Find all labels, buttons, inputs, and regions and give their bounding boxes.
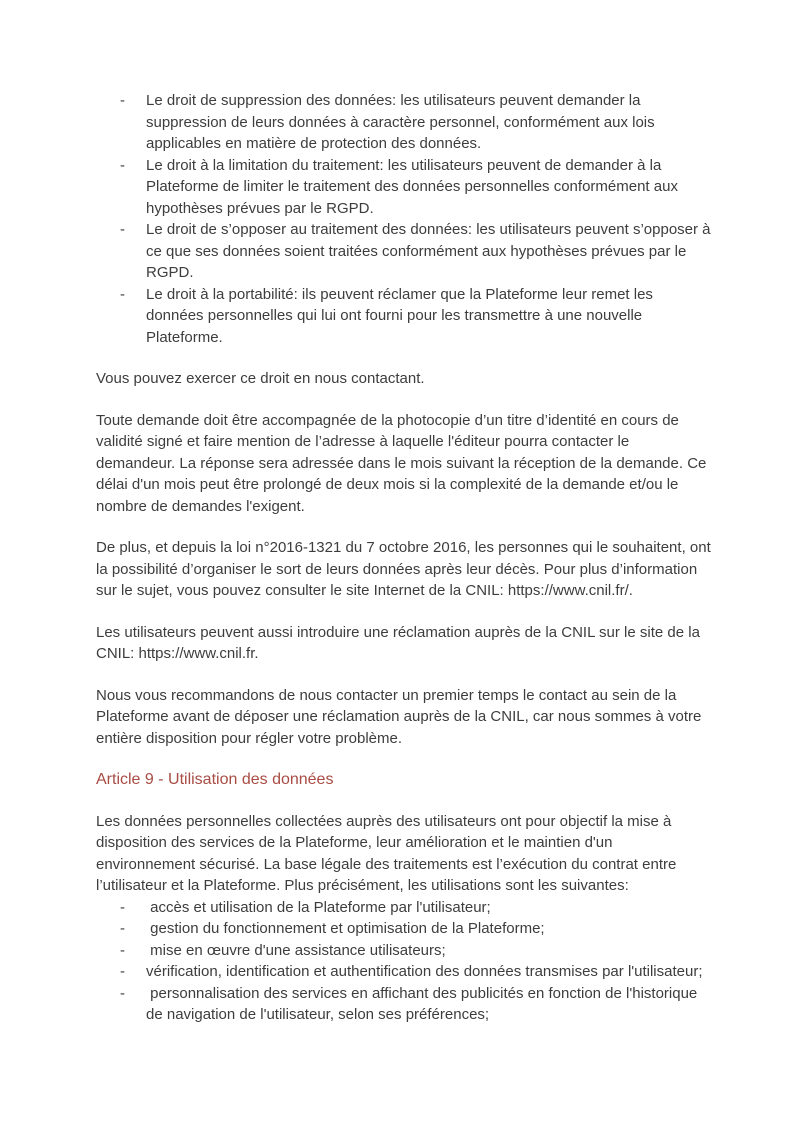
rights-list [96, 90, 715, 348]
rights-item-text: Le droit de suppression des données: les utilisateurs peuvent demander la suppression de leurs données à caractère personnel, conformément aux lois applicables en matière de protection des données. [146, 92, 659, 152]
bullet-marker: - [120, 941, 125, 959]
usage-list-item [96, 918, 712, 940]
bullet-marker: - [120, 221, 125, 238]
usage-list-item [96, 983, 712, 1026]
rights-list-item [96, 90, 712, 155]
bullet-marker: - [120, 984, 125, 1002]
rights-item-text: Le droit à la limitation du traitement: les utilisateurs peuvent de demander à la Plateforme de limiter le traitement des données personnelles conformément aux hypothèses prévues par le RGPD. [146, 156, 683, 217]
usage-item-text: vérification, identification et authentification des données transmises par l'utilisateur; [146, 963, 703, 980]
paragraph-request-procedure: Toute demande doit être accompagnée de la photocopie d’un titre d’identité en cours de validité signé et faire mention de l’adresse à laquelle l'éditeur pourra contacter le demandeur. La réponse sera adressée dans le mois suivant la réception de la demande. Ce délai d'un mois peut être prolongé de deux mois si la complexité de la demande et/ou le nombre de demandes l'exigent. [96, 411, 707, 515]
usage-item-text: mise en œuvre d'une assistance utilisateurs; [146, 941, 446, 959]
paragraph-cnil-complaint: Les utilisateurs peuvent aussi introduire une réclamation auprès de la CNIL sur le site de la CNIL: https://www.cnil.fr. [96, 623, 700, 662]
paragraph-exercise-right: Vous pouvez exercer ce droit en nous contactant. [96, 370, 425, 387]
rights-item-text: Le droit à la portabilité: ils peuvent réclamer que la Plateforme leur remet les données personnelles qui lui ont fourni pour les transmettre à une nouvelle Plateforme. [146, 285, 658, 346]
rights-list-item [96, 155, 712, 220]
bullet-marker: - [120, 898, 125, 916]
usage-list [96, 897, 712, 1026]
usage-item-text: gestion du fonctionnement et optimisation de la Plateforme; [146, 920, 545, 937]
bullet-marker: - [120, 963, 125, 980]
paragraph-recommendation: Nous vous recommandons de nous contacter un premier temps le contact au sein de la Plateforme avant de déposer une réclamation auprès de la CNIL, car nous sommes à votre entière disposition pour régler votre problème. [96, 686, 702, 747]
rights-list-item [96, 219, 715, 284]
paragraph-usage-intro: Les données personnelles collectées auprès des utilisateurs ont pour objectif la mise à disposition des services de la Plateforme, leur amélioration et le maintien d'un environnement sécurisé. La base légale des traitements est l’exécution du contrat entre l’utilisateur et la Plateforme. Plus précisément, les utilisations sont les suivantes: [96, 812, 677, 894]
bullet-marker: - [120, 285, 125, 303]
usage-list-item [96, 961, 712, 983]
rights-list-item [96, 284, 712, 349]
paragraph-law-2016: De plus, et depuis la loi n°2016-1321 du 7 octobre 2016, les personnes qui le souhaitent, ont la possibilité d’organiser le sort de leurs données après leur décès. Pour plus d’information sur le sujet, vous pouvez consulter le site Internet de la CNIL: https://www.cnil.fr/. [96, 539, 711, 599]
rights-item-text: Le droit de s’opposer au traitement des données: les utilisateurs peuvent s’opposer à ce que ses données soient traitées conformément aux hypothèses prévues par le RGPD. [146, 221, 715, 281]
usage-item-text: personnalisation des services en affichant des publicités en fonction de l'historique de navigation de l'utilisateur, selon ses préférences; [146, 984, 702, 1023]
usage-item-text: accès et utilisation de la Plateforme par l'utilisateur; [146, 898, 491, 916]
article-9-heading: Article 9 - Utilisation des données [96, 771, 334, 788]
usage-list-item [96, 897, 712, 919]
usage-list-item [96, 940, 712, 962]
bullet-marker: - [120, 92, 125, 109]
bullet-marker: - [120, 920, 125, 937]
bullet-marker: - [120, 156, 125, 174]
